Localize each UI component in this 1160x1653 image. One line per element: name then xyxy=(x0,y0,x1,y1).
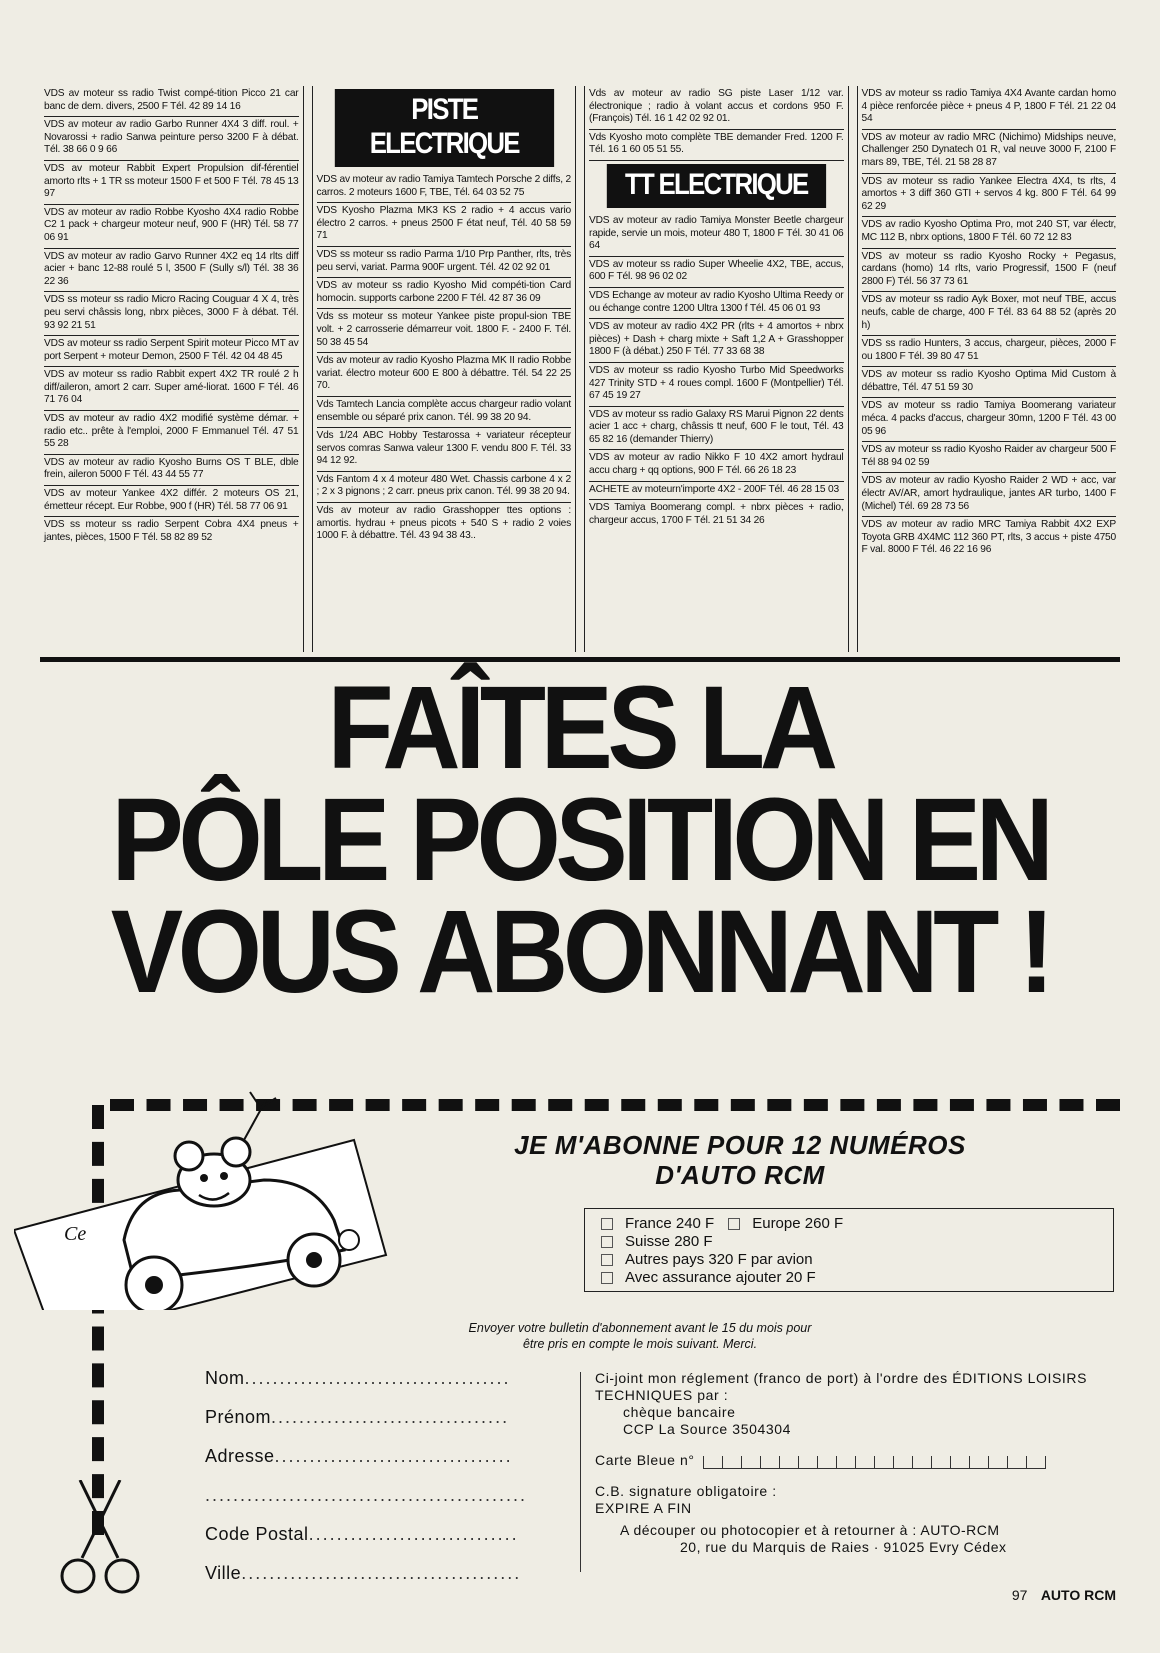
classified-ad: VDS Tamiya Boomerang compl. + nbrx pièces + radio, chargeur accus, 1700 F Tél. 21 51 34 26 xyxy=(589,502,844,526)
field-dots: ...................................... xyxy=(244,1368,511,1388)
option-suisse: Suisse 280 F xyxy=(625,1233,713,1250)
return-line-2: 20, rue du Marquis de Raies · 91025 Evry Cédex xyxy=(680,1539,1007,1555)
classified-ad: VDS av moteur ss radio Twist compé-tition Picco 21 car banc de dem. divers, 2500 F Tél. 42 89 14 16 xyxy=(44,86,299,117)
classified-ad: VDS av moteur av radio 4X2 modifié système démar. + radio etc.. prête à l'emploi, 2000 F Emmanuel Tél. 47 51 55 28 xyxy=(44,411,299,455)
classified-ad: VDS av moteur av radio 4X2 PR (rlts + 4 amortos + nbrx pièces) + Dash + charg mixte + Saft 1,2 A + Grasshopper 1800 F (à débat.) 250 F Tél. 77 33 68 38 xyxy=(589,319,844,363)
headline xyxy=(83,662,1077,1018)
classified-ad: VDS av moteur ss radio Kyosho Rocky + Pegasus, cardans (homo) 14 rlts, vario Progressif, 1500 F (neuf 2800 F) Tél. 56 37 73 61 xyxy=(862,249,1117,293)
card-number-boxes[interactable] xyxy=(703,1456,1046,1469)
cartoon-caption: Ce xyxy=(64,1223,87,1245)
ad-column-4 xyxy=(857,86,1121,652)
field-label: Nom xyxy=(205,1368,245,1388)
option-france: France 240 F xyxy=(625,1215,715,1232)
subscription-title-line-2: D'AUTO RCM xyxy=(655,1160,825,1190)
section-heading: TT ELECTRIQUE xyxy=(607,164,826,208)
classified-ad: VDS ss radio Hunters, 3 accus, chargeur, pièces, 2000 F ou 1800 F Tél. 39 80 47 51 xyxy=(862,336,1117,367)
option-assurance: Avec assurance ajouter 20 F xyxy=(625,1269,816,1286)
return-address xyxy=(620,1522,1100,1556)
checkbox-suisse[interactable] xyxy=(601,1236,613,1248)
field-dots: .................................. xyxy=(271,1407,510,1427)
field-adresse-2[interactable] xyxy=(205,1485,585,1524)
checkbox-autres-pays[interactable] xyxy=(601,1254,613,1266)
payment-cheque: chèque bancaire xyxy=(623,1404,736,1420)
card-label: Carte Bleue n° xyxy=(595,1452,695,1468)
ad-column-3 xyxy=(584,86,849,652)
subscription-note xyxy=(400,1320,880,1352)
classified-ad: Vds Fantom 4 x 4 moteur 480 Wet. Chassis carbone 4 x 2 ; 2 x 3 pignons ; 2 carr. pneus prix canon. Tél. 99 38 20 94. xyxy=(317,472,572,503)
field-label: Code Postal xyxy=(205,1524,309,1544)
address-form xyxy=(205,1368,585,1602)
classified-ad: Vds Tamtech Lancia complète accus chargeur radio volant ensemble ou séparé prix canon. Tél. 99 38 20 94. xyxy=(317,397,572,428)
subscription-title xyxy=(480,1130,1000,1190)
field-nom[interactable] xyxy=(205,1368,585,1407)
classified-ad: Vds ss moteur ss moteur Yankee piste propul-sion TBE volt. + 2 carrosserie démarreur voit. 1800 F. - 2400 F. Tél. 50 38 45 54 xyxy=(317,309,572,353)
ad-column-1 xyxy=(40,86,304,652)
field-label: Prénom xyxy=(205,1407,272,1427)
option-row-1 xyxy=(601,1215,1097,1233)
payment-form xyxy=(595,1370,1115,1517)
classified-ad: VDS av moteur Rabbit Expert Propulsion dif-férentiel amorto rlts + 1 TR ss moteur 1500 F et 500 F Tél. 78 45 13 97 xyxy=(44,161,299,205)
checkbox-assurance[interactable] xyxy=(601,1272,613,1284)
field-code-postal[interactable] xyxy=(205,1524,585,1563)
classified-ad: VDS ss moteur ss radio Parma 1/10 Prp Panther, rlts, très peu servi, variat. Parma 900F urgent. Tél. 42 02 92 01 xyxy=(317,247,572,278)
classified-ad: VDS av moteur ss radio Tamiya 4X4 Avante cardan homo 4 pièce renforcée pièce + pneus 4 P, 1800 F Tél. 21 22 04 54 xyxy=(862,86,1117,130)
option-row-4 xyxy=(601,1269,1097,1287)
headline-line-2: PÔLE POSITION EN xyxy=(111,774,1049,906)
classified-ad: VDS Echange av moteur av radio Kyosho Ultima Reedy or ou échange contre 1200 Ultra 1300 f Tél. 45 06 01 93 xyxy=(589,288,844,319)
headline-line-3: VOUS ABONNANT ! xyxy=(110,886,1050,1018)
classified-ad: VDS av moteur ss radio Yankee Electra 4X4, ts rlts, 4 amortos + 3 diff 360 GTI + servos 4 kg. 800 F Tél. 64 99 62 29 xyxy=(862,174,1117,218)
field-ville[interactable] xyxy=(205,1563,585,1602)
classified-ad: Vds av moteur av radio Kyosho Plazma MK II radio Robbe variat. électro moteur 600 E 800 à débattre. Tél. 54 22 25 70. xyxy=(317,353,572,397)
classified-ad: ACHETE av moteurn'importe 4X2 - 200F Tél. 46 28 15 03 xyxy=(589,482,844,501)
headline-line-1: FAÎTES LA xyxy=(327,662,833,794)
classified-ad: VDS av moteur av radio Garvo Runner 4X2 eq 14 rlts diff acier + banc 12-88 roulé 5 l, 3500 F (Sully s/l) Tél. 38 36 22 36 xyxy=(44,249,299,293)
note-line-1: Envoyer votre bulletin d'abonnement avant le 15 du mois pour xyxy=(468,1321,812,1335)
classified-ad: VDS av moteur ss radio Rabbit expert 4X2 TR roulé 2 h diff/aileron, amort 2 carr. Super amé-liorat. 1600 F Tél. 46 71 76 04 xyxy=(44,367,299,411)
classified-ad: VDS av moteur ss radio Serpent Spirit moteur Picco MT av port Serpent + moteur Demon, 2500 F Tél. 42 04 48 45 xyxy=(44,336,299,367)
classified-ad: VDS ss moteur ss radio Serpent Cobra 4X4 pneus + jantes, pièces, 1500 F Tél. 58 82 89 52 xyxy=(44,519,299,543)
field-label: Adresse xyxy=(205,1446,275,1466)
classified-ads xyxy=(40,86,1120,652)
option-autres-pays: Autres pays 320 F par avion xyxy=(625,1251,813,1268)
classified-ad: VDS av moteur ss radio Ayk Boxer, mot neuf TBE, accus neufs, cable de charge, 400 F Tél. 83 64 88 52 (après 20 h) xyxy=(862,292,1117,336)
classified-ad: VDS av moteur av radio Kyosho Burns OS T BLE, dble frein, aileron 5000 F Tél. 43 44 55 77 xyxy=(44,455,299,486)
payment-ccp: CCP La Source 3504304 xyxy=(623,1421,792,1437)
mouse-driving-car-illustration xyxy=(14,1080,394,1310)
classified-ad: Vds av moteur av radio Grasshopper ttes options : amortis. hydrau + pneus picots + 540 S + radio 2 voies 1000 F. à débattre. Tél. 43 94 38 43.. xyxy=(316,505,571,542)
subscription-title-line-1: JE M'ABONNE POUR 12 NUMÉROS xyxy=(514,1130,966,1160)
option-row-3 xyxy=(601,1251,1097,1269)
classified-ad: Vds av moteur av radio SG piste Laser 1/12 var. électronique ; radio à volant accus et cordons 950 F. (François) Tél. 16 1 42 02 92 01. xyxy=(589,86,844,130)
classified-ad: VDS av moteur av radio Robbe Kyosho 4X4 radio Robbe C2 1 pack + chargeur moteur neuf, 900 F (HR) Tél. 58 77 06 91 xyxy=(44,205,299,249)
classified-ad: VDS av moteur ss radio Kyosho Raider av chargeur 500 F Tél 88 94 02 59 xyxy=(862,442,1117,473)
section-heading: PISTE ELECTRIQUE xyxy=(334,89,553,167)
classified-ad: VDS av moteur ss radio Super Wheelie 4X2, TBE, accus, 600 F Tél. 98 96 02 02 xyxy=(589,257,844,288)
ad-column-2 xyxy=(312,86,577,652)
field-dots: .................................. xyxy=(274,1446,513,1466)
magazine-name: AUTO RCM xyxy=(1040,1587,1116,1603)
option-europe: Europe 260 F xyxy=(752,1215,844,1232)
card-signature: C.B. signature obligatoire : xyxy=(595,1483,777,1499)
card-expire[interactable]: EXPIRE A FIN xyxy=(595,1500,692,1516)
note-line-2: être pris en compte le mois suivant. Merci. xyxy=(522,1337,758,1351)
card-number-row xyxy=(595,1452,1115,1469)
classified-ad: VDS av moteur av radio Garbo Runner 4X4 3 diff. roul. + Novarossi + radio Sanwa peinture perso 3200 F à débat. Tél. 38 66 0 9 66 xyxy=(44,117,299,161)
price-options xyxy=(584,1208,1114,1292)
scissors-icon xyxy=(60,1480,140,1600)
checkbox-europe[interactable] xyxy=(728,1218,740,1230)
classified-ad: VDS av moteur av radio Tamiya Monster Beetle chargeur rapide, servie un mois, moteur 480 T, 1800 F Tél. 30 41 06 64 xyxy=(589,213,844,257)
classified-ad: VDS av moteur ss radio Kyosho Optima Mid Custom à débattre, Tél. 47 51 59 30 xyxy=(862,367,1117,398)
classified-ad: VDS av moteur ss radio Kyosho Mid compéti-tion Card homocin. supports carbone 2200 F Tél. 42 87 36 09 xyxy=(317,278,572,309)
page-footer xyxy=(1012,1587,1116,1603)
field-label: Ville xyxy=(205,1563,242,1583)
classified-ad: VDS ss moteur ss radio Micro Racing Couguar 4 X 4, très peu servi châssis long, nbrx pièces, 3000 F à débat. Tél. 93 92 21 51 xyxy=(44,292,299,336)
classified-ad: VDS av moteur av radio Kyosho Raider 2 WD + acc, var électr AV/AR, amort hydraulique, jantes AR turbo, 1400 F (Michel) Tél. 69 28 73 56 xyxy=(862,473,1117,517)
field-dots: .............................................. xyxy=(205,1485,528,1505)
return-line-1: A découper ou photocopier et à retourner à : AUTO-RCM xyxy=(620,1522,1000,1538)
field-prenom[interactable] xyxy=(205,1407,585,1446)
option-row-2 xyxy=(601,1233,1097,1251)
classified-ad: VDS av moteur ss radio Galaxy RS Marui Pignon 22 dents acier 1 acc + charg, châssis tt neuf, 600 F le tout, Tél. 43 65 82 16 (demander Thierry) xyxy=(589,407,844,451)
classified-ad: VDS av moteur av radio MRC Tamiya Rabbit 4X2 EXP Toyota GRB 4X4MC 112 360 PT, rlts, 3 accus + piste 4750 F val. 8000 F Tél. 46 22 16 96 xyxy=(861,519,1116,556)
classified-ad: VDS av moteur ss radio Tamiya Boomerang variateur méca. 4 packs d'accus, chargeur 30mn, 1200 F Tél. 43 00 05 96 xyxy=(862,398,1117,442)
field-dots: ........................................ xyxy=(241,1563,522,1583)
classified-ad: VDS av moteur av radio Nikko F 10 4X2 amort hydraul accu charg + qq options, 900 F Tél. 66 26 18 23 xyxy=(589,450,844,481)
classified-ad: VDS av moteur av radio MRC (Nichimo) Midships neuve, Challenger 250 Dynatech 01 R, val neuve 3000 F, 2100 F mars 89, TBE, Tél. 21 58 28 87 xyxy=(862,130,1117,174)
classified-ad: Vds 1/24 ABC Hobby Testarossa + variateur récepteur servos comras Sanwa valeur 1300 F. vendu 800 F. Tél. 33 94 12 92. xyxy=(317,428,572,472)
field-adresse[interactable] xyxy=(205,1446,585,1485)
classified-ad: VDS av radio Kyosho Optima Pro, mot 240 ST, var électr, MC 112 B, nbrx options, 1800 F Tél. 60 72 12 83 xyxy=(862,217,1117,248)
classified-ad: Vds Kyosho moto complète TBE demander Fred. 1200 F. Tél. 16 1 60 05 51 55. xyxy=(589,130,844,161)
payment-intro: Ci-joint mon réglement (franco de port) à l'ordre des ÉDITIONS LOISIRS TECHNIQUES par : xyxy=(595,1370,1088,1403)
classified-ad: VDS Kyosho Plazma MK3 KS 2 radio + 4 accus vario électro 2 carros. + pneus 2500 F état neuf, Tél. 40 58 59 71 xyxy=(317,203,572,247)
checkbox-france[interactable] xyxy=(601,1218,613,1230)
form-divider xyxy=(580,1372,581,1572)
classified-ad: VDS av moteur Yankee 4X2 différ. 2 moteurs OS 21, émetteur récept. Eur Robbe, 900 f (HR) Tél. 58 77 06 91 xyxy=(44,486,299,517)
classified-ad: VDS av moteur av radio Tamiya Tamtech Porsche 2 diffs, 2 carros. 2 moteurs 1600 F, TBE, Tél. 64 03 52 75 xyxy=(317,172,572,203)
page-number: 97 xyxy=(1011,1587,1028,1603)
field-dots: .............................. xyxy=(308,1524,519,1544)
classified-ad: VDS av moteur ss radio Kyosho Turbo Mid Speedworks 427 Trinity STD + 4 roues compl. 1600 F (Montpellier) Tél. 67 45 19 27 xyxy=(589,363,844,407)
